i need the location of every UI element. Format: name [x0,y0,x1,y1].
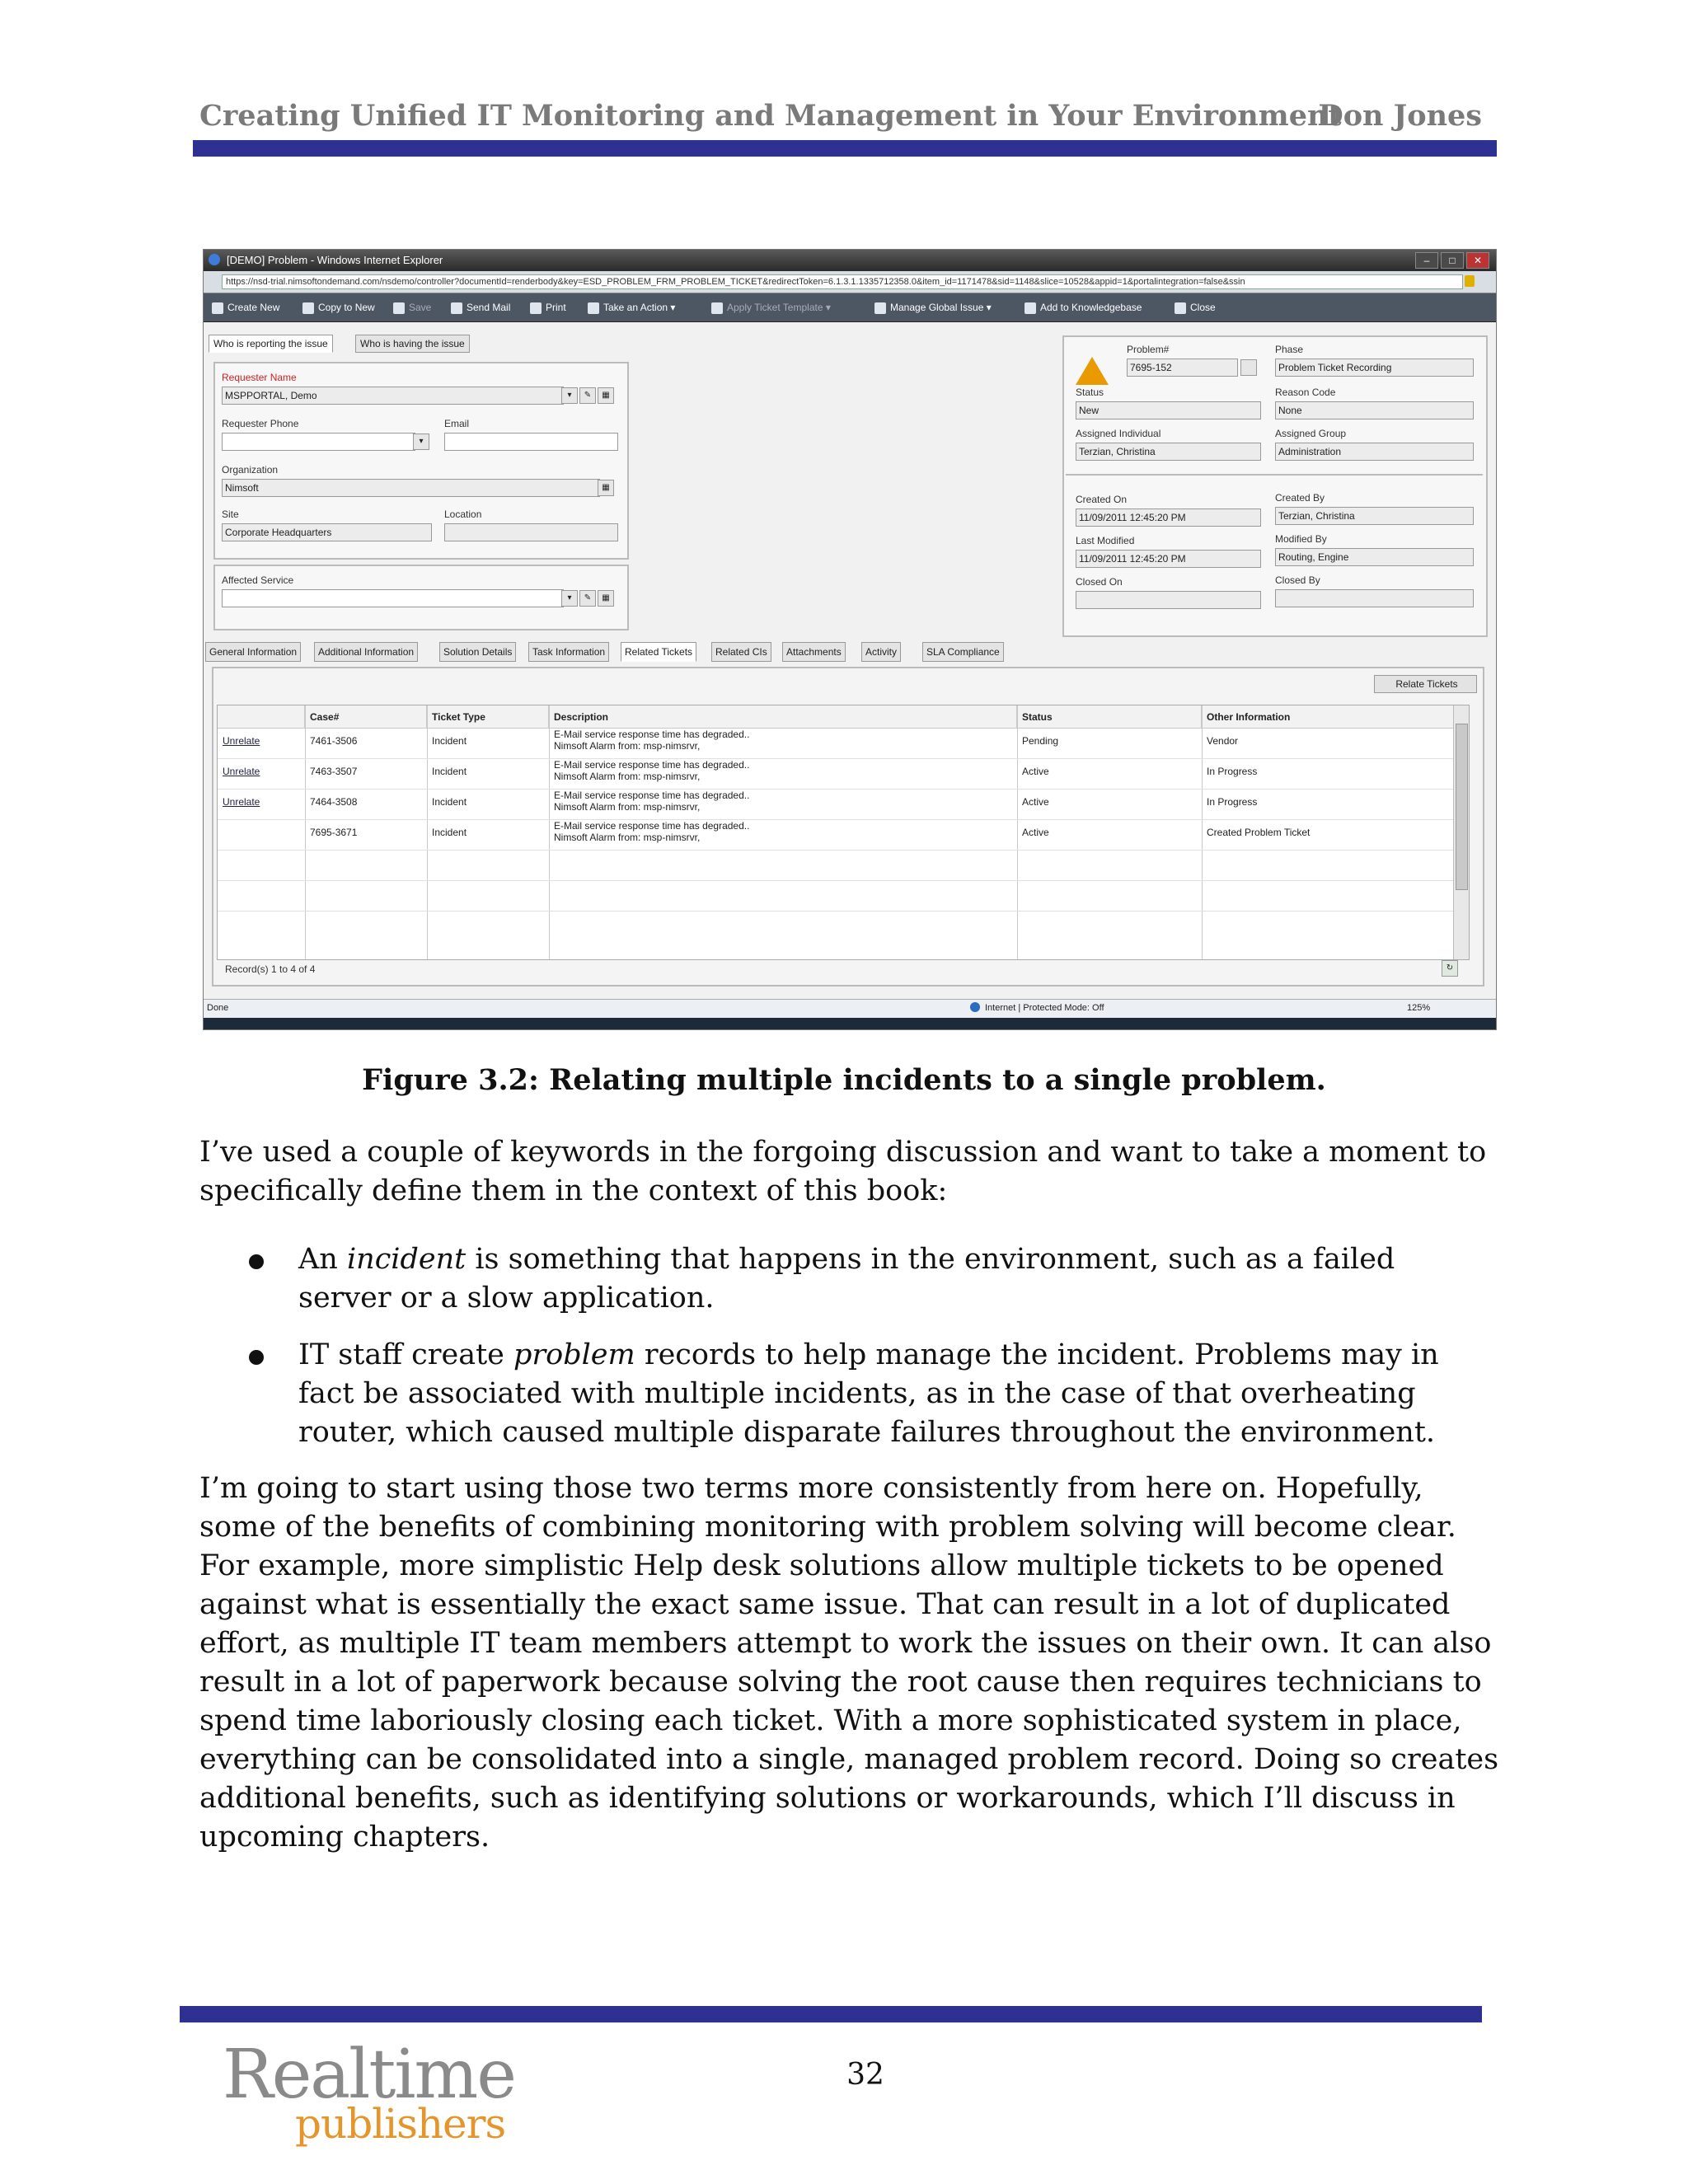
close-icon [1175,302,1186,314]
created-on-field: 11/09/2011 12:45:20 PM [1076,509,1261,527]
knowledge-icon [1025,302,1036,314]
modified-by-label: Modified By [1275,533,1327,545]
description-cell: Nimsoft Alarm from: msp-nimsrvr, [554,832,701,843]
page-header [198,97,1493,138]
create-new-button[interactable]: Create New [212,300,279,315]
header-title: Creating Unified IT Monitoring and Management in Your Environment [199,99,1342,133]
lookup-icon[interactable]: ▦ [598,590,614,607]
description-cell: Nimsoft Alarm from: msp-nimsrvr, [554,771,701,782]
created-on-label: Created On [1076,494,1128,505]
tab-related-cis[interactable]: Related CIs [711,642,771,662]
closed-on-label: Closed On [1076,576,1123,588]
column-header-case[interactable]: Case# [305,705,427,729]
tab-attachments[interactable]: Attachments [782,642,846,662]
intro-paragraph: I’ve used a couple of keywords in the forgoing discussion and want to take a moment to specifically define them in the context of this book: [199,1136,1487,1207]
phase-field: Problem Ticket Recording [1275,359,1474,377]
requester-phone-field[interactable] [222,433,415,451]
chevron-down-icon[interactable]: ▾ [561,387,578,404]
save-icon [393,302,405,314]
assigned-group-label: Assigned Group [1275,428,1347,439]
tab-sla-compliance[interactable]: SLA Compliance [922,642,1004,662]
status-cell: Active [1022,796,1049,808]
site-label: Site [222,509,239,520]
other-cell: In Progress [1207,796,1258,808]
figure-screenshot [203,249,1497,1030]
lookup-icon[interactable] [1240,359,1257,376]
copy-to-new-button[interactable]: Copy to New [302,300,375,315]
location-field[interactable] [444,523,618,541]
requester-name-field[interactable]: MSPPORTAL, Demo [222,387,564,405]
type-cell: Incident [432,827,467,838]
footer-rule [180,2006,1482,2022]
row-divider [218,880,1454,881]
maximize-button[interactable]: □ [1441,252,1464,269]
description-cell: E-Mail service response time has degraded.. [554,790,750,801]
chevron-down-icon[interactable]: ▾ [413,434,429,450]
row-divider [218,911,1454,912]
panel-divider [1066,474,1483,476]
case-cell: 7463-3507 [310,766,358,777]
closed-on-field [1076,591,1261,609]
requester-panel [213,362,629,560]
status-text: Done [207,1003,229,1013]
mail-icon [451,302,462,314]
globe-icon [970,1002,980,1012]
reason-code-field[interactable]: None [1275,401,1474,419]
affected-service-field[interactable] [222,589,564,607]
table-scrollbar[interactable] [1453,705,1469,959]
relate-tickets-button[interactable]: Relate Tickets [1374,675,1477,693]
type-cell: Incident [432,735,467,747]
send-mail-button[interactable]: Send Mail [451,300,510,315]
scrollbar-thumb[interactable] [1456,724,1468,890]
header-author: Don Jones [1318,99,1482,133]
assigned-group-field[interactable]: Administration [1275,443,1474,461]
template-icon [711,302,723,314]
ie-icon [209,254,220,265]
url-input[interactable]: https://nsd-trial.nimsoftondemand.com/nsdemo/controller?documentId=renderbody&key=ESD_PROBLEM_FRM_PROBLEM_TICKET&redirectToken=6.1.3.1.1335712358.0&item_id=1171478&sid=1148&slice=10528&appid=1&portalintegration=false&ssin [222,274,1463,289]
take-action-button[interactable]: Take an Action ▾ [588,300,675,315]
windows-taskbar [204,1018,1496,1029]
publisher-logo-subtitle: publishers [295,2100,506,2148]
organization-label: Organization [222,464,279,476]
status-field[interactable]: New [1076,401,1261,419]
unrelate-link[interactable]: Unrelate [223,766,260,777]
column-header-action [218,705,305,729]
problem-number-label: Problem# [1127,344,1170,355]
column-header-other-information[interactable]: Other Information [1202,705,1454,729]
related-tickets-table [217,705,1470,960]
description-cell: Nimsoft Alarm from: msp-nimsrvr, [554,801,701,813]
edit-icon[interactable]: ✎ [579,590,596,607]
add-to-kb-button[interactable]: Add to Knowledgebase [1025,300,1142,315]
tab-related-tickets[interactable]: Related Tickets [621,642,696,662]
bullet-incident: An incident is something that happens in the environment, such as a failed server or a slow application. [298,1243,1395,1315]
save-button[interactable]: Save [393,300,431,315]
action-toolbar [204,293,1496,322]
tab-activity[interactable]: Activity [861,642,901,662]
case-cell: 7464-3508 [310,796,358,808]
organization-field[interactable]: Nimsoft [222,479,600,497]
tab-who-having[interactable]: Who is having the issue [355,335,470,353]
requester-name-label: Requester Name [222,372,297,383]
lookup-icon[interactable]: ▦ [598,387,614,404]
global-icon [874,302,886,314]
phase-label: Phase [1275,344,1304,355]
description-cell: E-Mail service response time has degraded.. [554,729,750,740]
security-zone: Internet | Protected Mode: Off [985,1003,1104,1013]
tab-general-information[interactable]: General Information [205,642,301,662]
zoom-level[interactable]: 125% [1407,1003,1431,1013]
created-by-field: Terzian, Christina [1275,507,1474,525]
affected-service-label: Affected Service [222,574,294,586]
other-cell: In Progress [1207,766,1258,777]
status-label: Status [1076,387,1104,398]
status-cell: Active [1022,766,1049,777]
bullet-problem: IT staff create problem records to help manage the incident. Problems may in fact be associated with multiple incidents, as in the case of that overheating router, which caused multiple disparate failures throughout the environment. [298,1338,1439,1449]
column-header-description[interactable]: Description [549,705,1017,729]
column-header-ticket-type[interactable]: Ticket Type [427,705,549,729]
last-modified-field: 11/09/2011 12:45:20 PM [1076,550,1261,568]
row-divider [218,850,1454,851]
requester-phone-label: Requester Phone [222,418,299,429]
lookup-icon[interactable]: ▦ [598,480,614,496]
description-cell: E-Mail service response time has degraded.. [554,820,750,832]
close-window-button[interactable]: ✕ [1466,252,1489,269]
type-cell: Incident [432,766,467,777]
lock-icon [1465,275,1475,287]
assigned-individual-label: Assigned Individual [1076,428,1161,439]
case-cell: 7695-3671 [310,827,358,838]
column-header-status[interactable]: Status [1017,705,1202,729]
manage-global-issue-button[interactable]: Manage Global Issue ▾ [874,300,992,315]
site-field[interactable]: Corporate Headquarters [222,523,432,541]
minimize-button[interactable]: – [1415,252,1438,269]
other-cell: Created Problem Ticket [1207,827,1311,838]
window-titlebar [204,250,1496,271]
closing-paragraph: I’m going to start using those two terms more consistently from here on. Hopefully, some of the benefits of combining monitoring with problem solving will become clear. For example, more simplistic Help desk solutions allow multiple tickets to be opened against what is essentially the exact same issue. That can result in a lot of duplicated effort, as multiple IT team members attempt to work the issues on their own. It can also result in a lot of paperwork because solving the root cause then requires technicians to spend time laboriously closing each ticket. With a more sophisticated system in place, everything can be consolidated into a single, managed problem record. Doing so creates additional benefits, such as identifying solutions or workarounds, which I’ll discuss in upcoming chapters. [199,1472,1499,1854]
email-label: Email [444,418,470,429]
unrelate-link[interactable]: Unrelate [223,735,260,747]
description-cell: E-Mail service response time has degraded.. [554,759,750,771]
type-cell: Incident [432,796,467,808]
copy-icon [302,302,314,314]
case-cell: 7461-3506 [310,735,358,747]
affected-service-panel [213,565,629,630]
record-count: Record(s) 1 to 4 of 4 [225,963,316,975]
problem-number-field: 7695-152 [1127,359,1238,377]
tab-solution-details[interactable]: Solution Details [439,642,516,662]
header-rule [193,140,1497,157]
address-bar [204,271,1496,293]
closed-by-label: Closed By [1275,574,1320,586]
description-cell: Nimsoft Alarm from: msp-nimsrvr, [554,740,701,752]
warning-icon [1076,357,1109,385]
last-modified-label: Last Modified [1076,535,1135,546]
modified-by-field: Routing, Engine [1275,548,1474,566]
unrelate-link[interactable]: Unrelate [223,796,260,808]
window-title: [DEMO] Problem - Windows Internet Explorer [227,254,443,266]
close-button[interactable]: Close [1175,300,1216,315]
problem-panel [1062,335,1488,637]
tab-who-reporting[interactable]: Who is reporting the issue [209,335,333,353]
page-number: 32 [846,2058,884,2092]
refresh-icon[interactable]: ↻ [1442,960,1458,977]
browser-statusbar [204,999,1496,1018]
bullet-icon [249,1254,264,1269]
figure-caption: Figure 3.2: Relating multiple incidents to a single problem. [362,1063,1326,1097]
publisher-logo: Realtime [223,2036,515,2114]
edit-icon[interactable]: ✎ [579,387,596,404]
other-cell: Vendor [1207,735,1239,747]
email-field[interactable] [444,433,618,451]
created-by-label: Created By [1275,492,1325,504]
tab-additional-information[interactable]: Additional Information [314,642,418,662]
location-label: Location [444,509,482,520]
bullet-icon [249,1350,264,1365]
status-cell: Active [1022,827,1049,838]
status-cell: Pending [1022,735,1059,747]
print-button[interactable]: Print [530,300,566,315]
reason-code-label: Reason Code [1275,387,1336,398]
action-icon [588,302,599,314]
chevron-down-icon[interactable]: ▾ [561,590,578,607]
apply-template-button[interactable]: Apply Ticket Template ▾ [711,300,831,315]
assigned-individual-field[interactable]: Terzian, Christina [1076,443,1261,461]
print-icon [530,302,542,314]
tab-task-information[interactable]: Task Information [528,642,609,662]
closed-by-field [1275,589,1474,607]
document-icon [212,302,223,314]
